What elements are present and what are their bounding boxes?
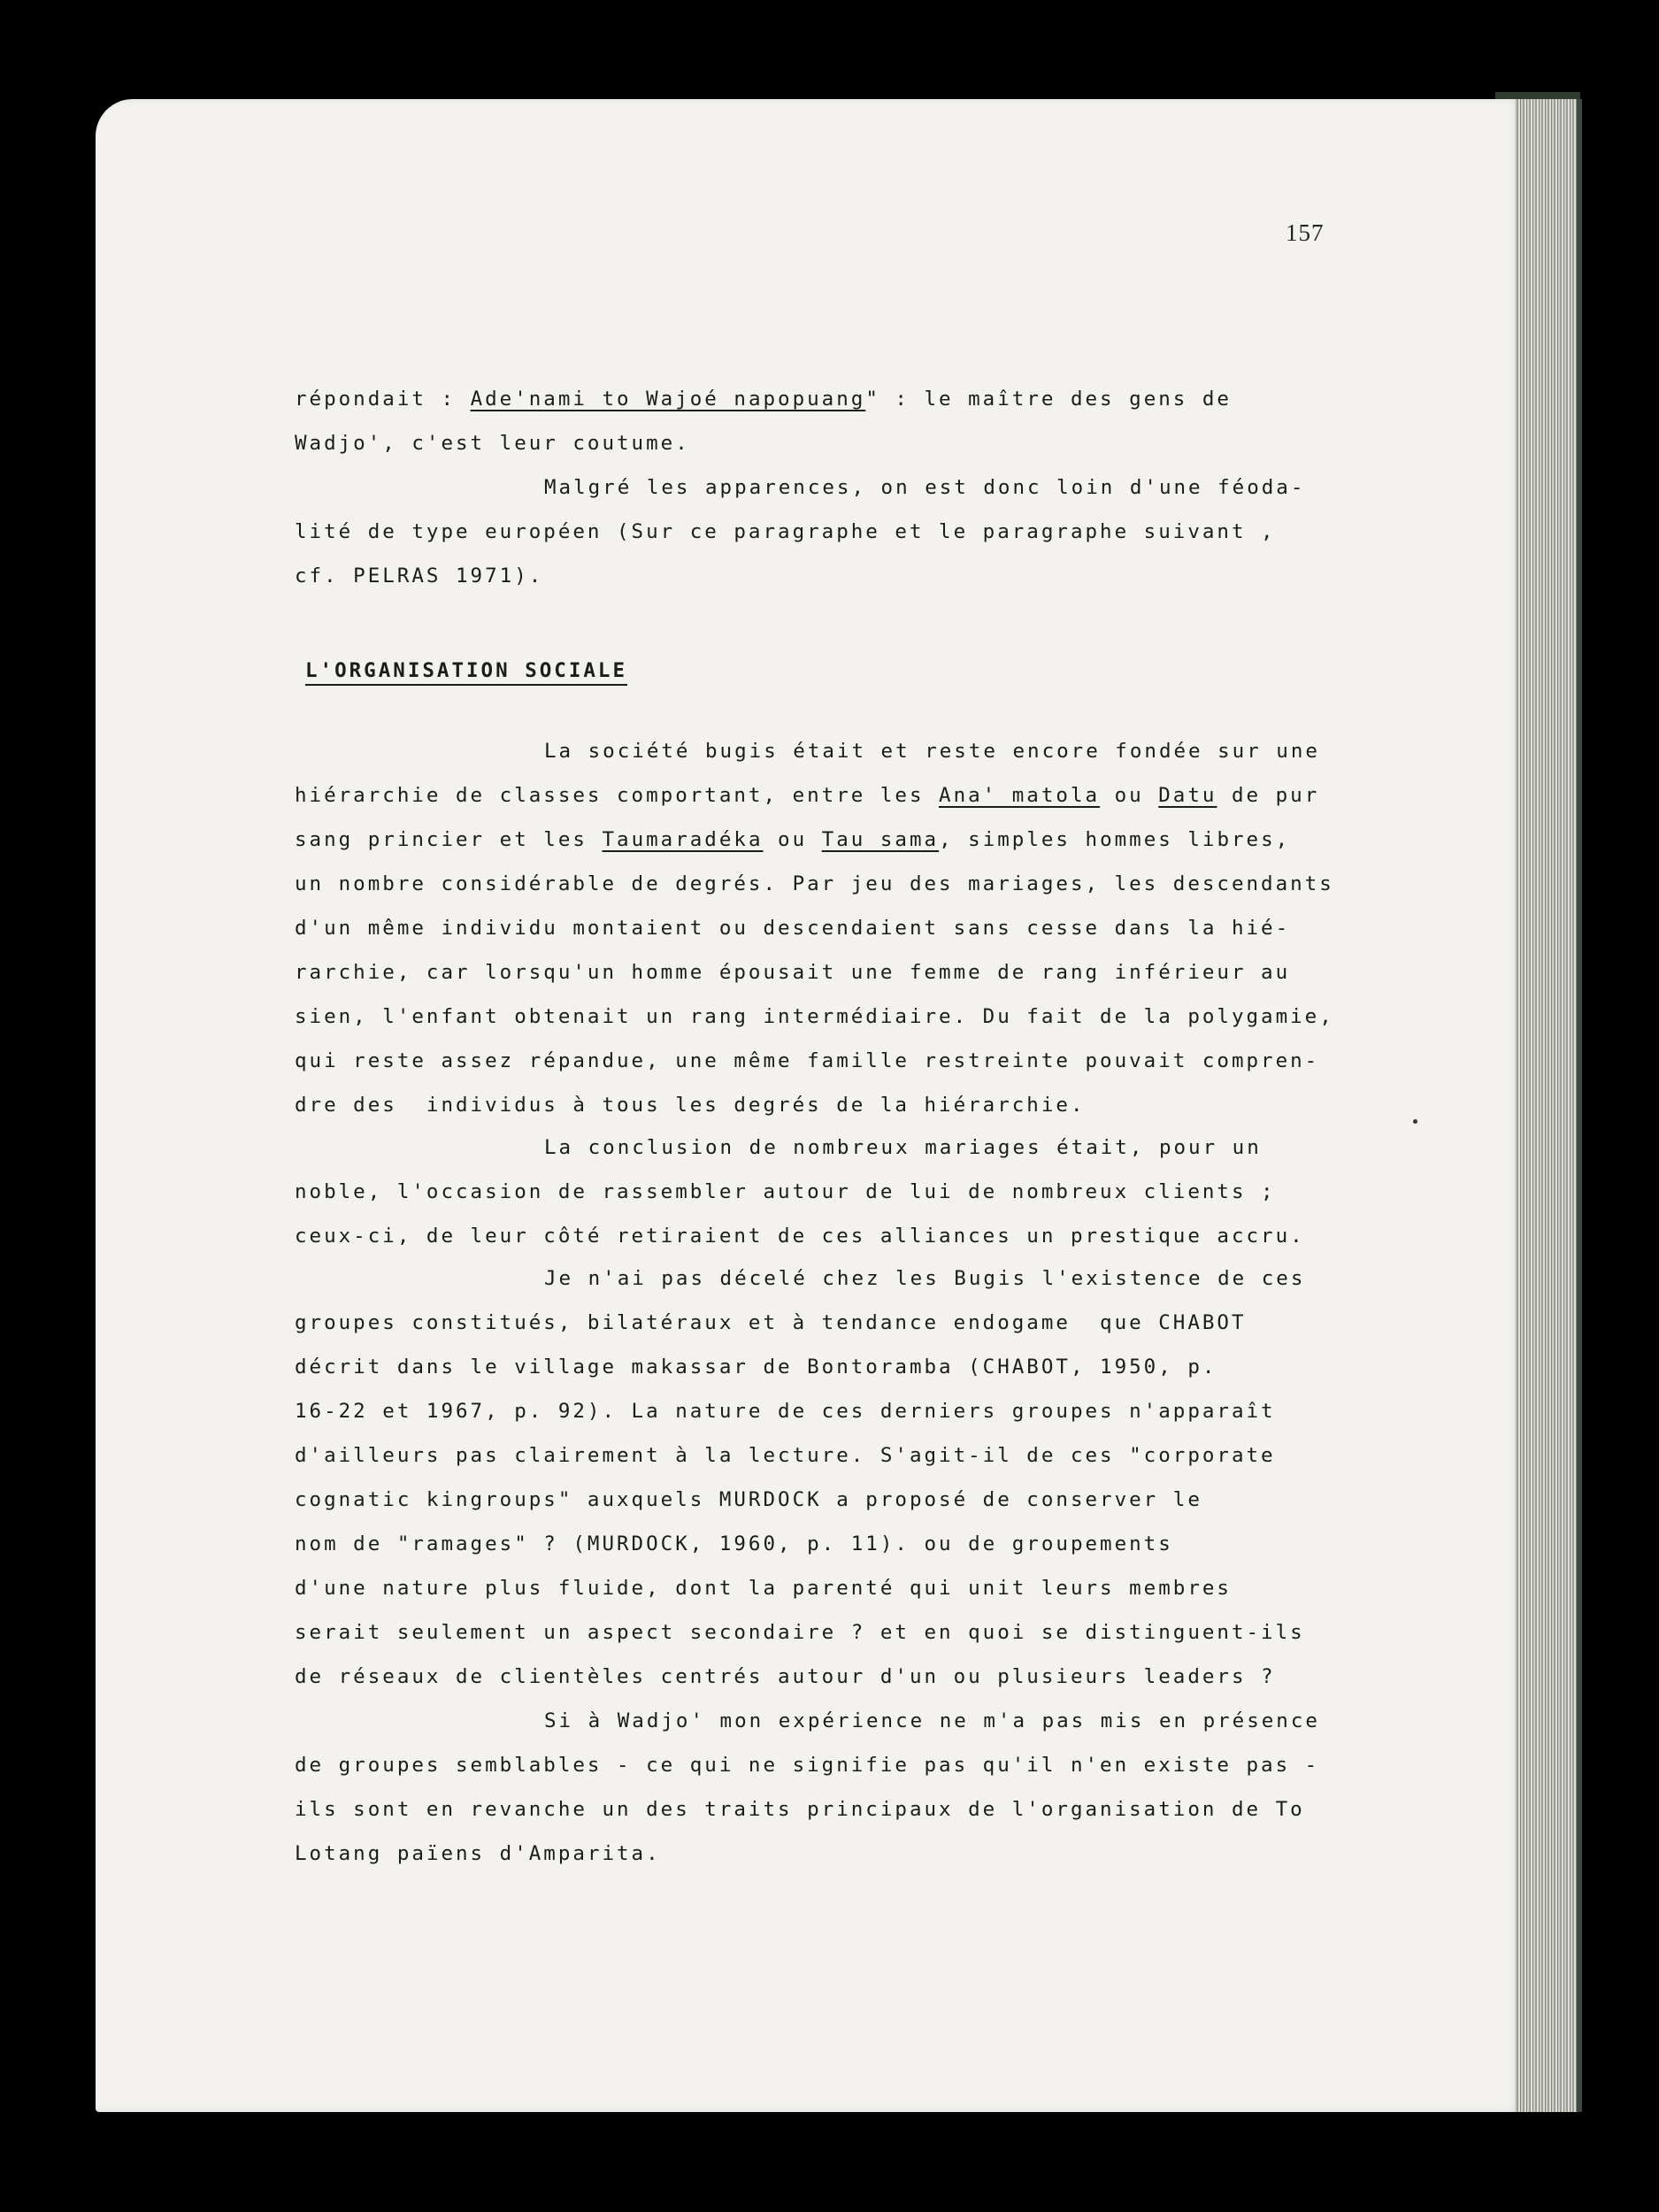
text-line: lité de type européen (Sur ce paragraphe et le paragraphe suivant , — [295, 520, 1276, 543]
text-line: rarchie, car lorsqu'un homme épousait une femme de rang inférieur au — [295, 961, 1291, 984]
underlined-term: Ana' matola — [939, 784, 1101, 807]
page-stack-edge — [1515, 99, 1582, 2112]
ink-speck — [1413, 1119, 1417, 1124]
section-heading: L'ORGANISATION SOCIALE — [305, 659, 627, 686]
text-line: répondait : Ade'nami to Wajoé napopuang" : le maître des gens de — [295, 388, 1232, 411]
text-line: noble, l'occasion de rassembler autour de lui de nombreux clients ; — [295, 1180, 1276, 1203]
text-line: de réseaux de clientèles centrés autour d'un ou plusieurs leaders ? — [295, 1665, 1276, 1688]
text-line: sien, l'enfant obtenait un rang intermédiaire. Du fait de la polygamie, — [295, 1005, 1334, 1028]
text-line: d'une nature plus fluide, dont la parenté qui unit leurs membres — [295, 1577, 1232, 1600]
text-line: cf. PELRAS 1971). — [295, 565, 544, 588]
text-line: Je n'ai pas décelé chez les Bugis l'existence de ces — [544, 1267, 1306, 1290]
text-line: qui reste assez répandue, une même famille restreinte pouvait compren- — [295, 1049, 1320, 1072]
text-line: Malgré les apparences, on est donc loin d'une féoda- — [544, 476, 1306, 499]
text-line: dre des individus à tous les degrés de la hiérarchie. — [295, 1094, 1086, 1117]
text-line: cognatic kingroups" auxquels MURDOCK a proposé de conserver le — [295, 1488, 1202, 1511]
text-line: de groupes semblables - ce qui ne signifie pas qu'il n'en existe pas - — [295, 1754, 1320, 1777]
text-line: ceux-ci, de leur côté retiraient de ces alliances un prestique accru. — [295, 1225, 1305, 1248]
text-line: un nombre considérable de degrés. Par jeu des mariages, les descendants — [295, 872, 1334, 895]
text-line: décrit dans le village makassar de Bontoramba (CHABOT, 1950, p. — [295, 1356, 1217, 1379]
text-line: nom de "ramages" ? (MURDOCK, 1960, p. 11). ou de groupements — [295, 1532, 1173, 1555]
text-line: Wadjo', c'est leur coutume. — [295, 432, 690, 455]
text-line: hiérarchie de classes comportant, entre les Ana' matola ou Datu de pur — [295, 784, 1320, 807]
text-line: Lotang païens d'Amparita. — [295, 1842, 661, 1865]
underlined-term: Taumaradéka — [602, 828, 764, 851]
underlined-term: Ade'nami to Wajoé napopuang — [470, 388, 866, 411]
page-number: 157 — [1286, 219, 1325, 246]
text-line: serait seulement un aspect secondaire ? et en quoi se distinguent-ils — [295, 1621, 1305, 1644]
text-line: sang princier et les Taumaradéka ou Tau sama, simples hommes libres, — [295, 828, 1291, 851]
text-line: groupes constitués, bilatéraux et à tendance endogame que CHABOT — [295, 1311, 1247, 1334]
text-line: 16-22 et 1967, p. 92). La nature de ces derniers groupes n'apparaît — [295, 1400, 1276, 1423]
text-line: d'ailleurs pas clairement à la lecture. S'agit-il de ces "corporate — [295, 1444, 1276, 1467]
text-line: La conclusion de nombreux mariages était, pour un — [544, 1136, 1262, 1159]
underlined-term: Tau sama — [821, 828, 940, 851]
underlined-term: Datu — [1158, 784, 1217, 807]
text-line: Si à Wadjo' mon expérience ne m'a pas mis en présence — [544, 1709, 1320, 1732]
text-line: d'un même individu montaient ou descendaient sans cesse dans la hié- — [295, 917, 1291, 940]
text-line: ils sont en revanche un des traits principaux de l'organisation de To — [295, 1798, 1305, 1821]
text-line: La société bugis était et reste encore fondée sur une — [544, 740, 1320, 763]
